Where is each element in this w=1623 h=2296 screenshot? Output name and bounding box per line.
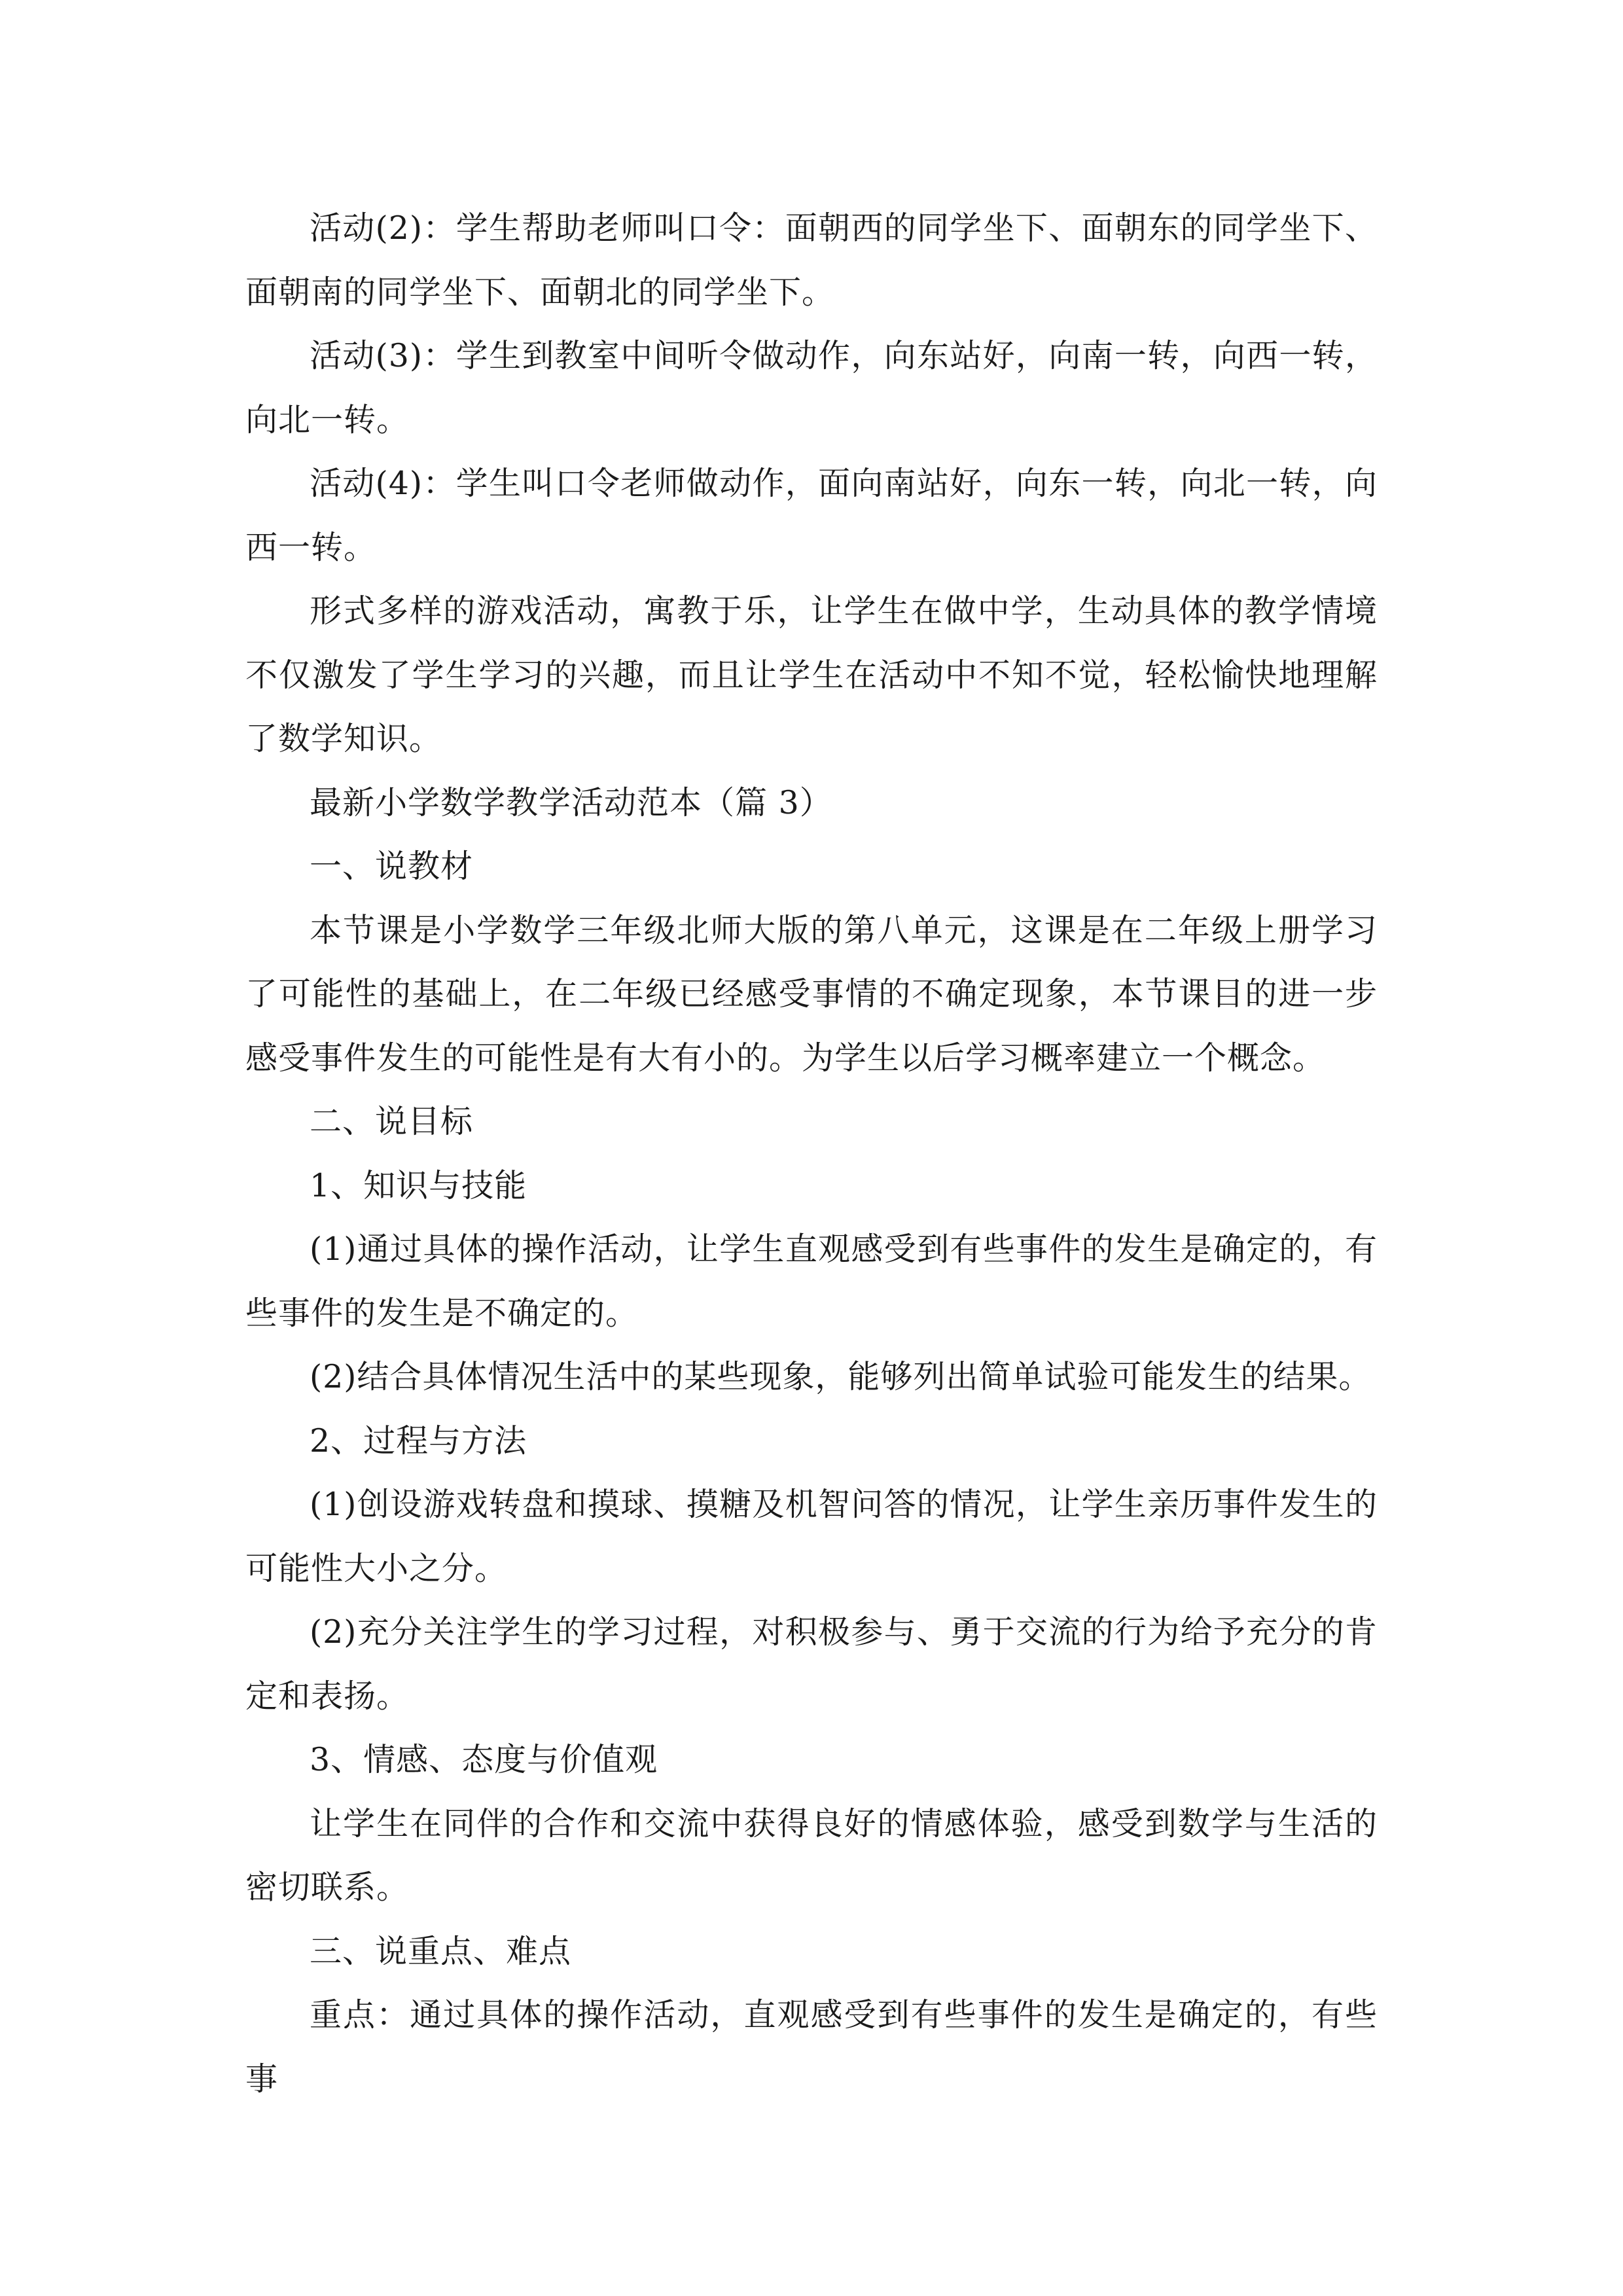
subheading-emotion-values: 3、情感、态度与价值观: [310, 1741, 658, 1778]
paragraph-goal-1-1: (1)通过具体的操作活动，让学生直观感受到有些事件的发生是确定的，有些事件的发生是不确定的。: [245, 1230, 1378, 1332]
paragraph-goal-1-2: (2)结合具体情况生活中的某些现象，能够列出简单试验可能发生的结果。: [310, 1358, 1372, 1395]
section-title: 最新小学数学教学活动范本（篇 3）: [310, 783, 832, 821]
paragraph-activity-4: 活动(4)：学生叫口令老师做动作，面向南站好，向东一转，向北一转，向西一转。: [245, 465, 1378, 566]
paragraph-key-point: 重点：通过具体的操作活动，直观感受到有些事件的发生是确定的，有些事: [245, 1996, 1378, 2098]
heading-key-points: 三、说重点、难点: [310, 1932, 572, 1970]
paragraph-activity-3: 活动(3)：学生到教室中间听令做动作，向东站好，向南一转，向西一转，向北一转。: [245, 337, 1378, 439]
paragraph-summary: 形式多样的游戏活动，寓教于乐，让学生在做中学，生动具体的教学情境不仅激发了学生学习的兴趣，而且让学生在活动中不知不觉，轻松愉快地理解了数学知识。: [245, 592, 1378, 757]
heading-goals: 二、说目标: [310, 1103, 474, 1140]
heading-textbook: 一、说教材: [310, 848, 474, 885]
paragraph-textbook: 本节课是小学数学三年级北师大版的第八单元，这课是在二年级上册学习了可能性的基础上，在二年级已经感受事情的不确定现象，本节课目的进一步感受事件发生的可能性是有大有小的。为学生以后学习概率建立一个概念。: [245, 911, 1378, 1077]
document-body: [245, 196, 1378, 2111]
paragraph-activity-2: 活动(2)：学生帮助老师叫口令：面朝西的同学坐下、面朝东的同学坐下、面朝南的同学坐下、面朝北的同学坐下。: [245, 209, 1378, 311]
subheading-knowledge-skills: 1、知识与技能: [310, 1166, 527, 1204]
paragraph-goal-3: 让学生在同伴的合作和交流中获得良好的情感体验，感受到数学与生活的密切联系。: [245, 1804, 1378, 1906]
paragraph-goal-2-2: (2)充分关注学生的学习过程，对积极参与、勇于交流的行为给予充分的肯定和表扬。: [245, 1613, 1378, 1715]
subheading-process-methods: 2、过程与方法: [310, 1422, 527, 1460]
paragraph-goal-2-1: (1)创设游戏转盘和摸球、摸糖及机智问答的情况，让学生亲历事件发生的可能性大小之分。: [245, 1486, 1378, 1587]
